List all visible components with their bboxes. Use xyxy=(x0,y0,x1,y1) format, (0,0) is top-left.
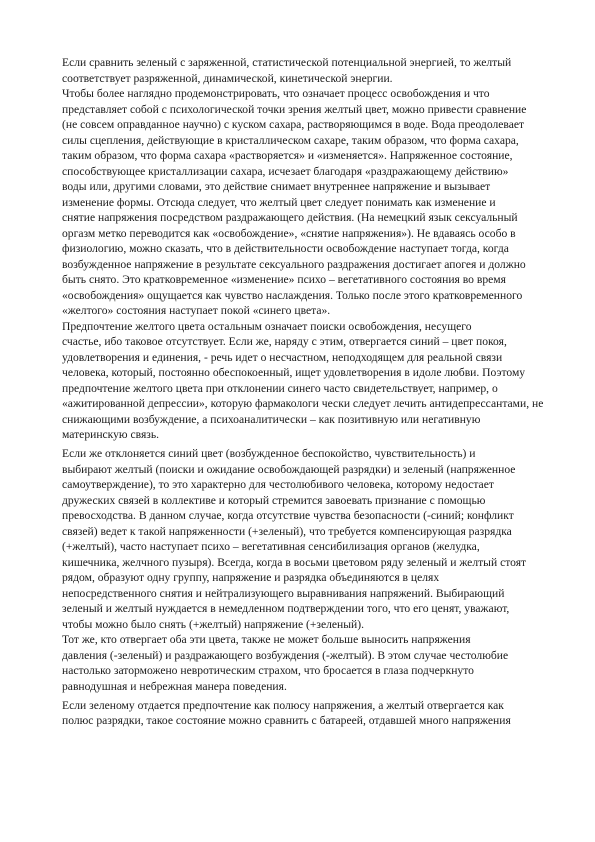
text-line: материнскую связь. xyxy=(62,428,160,441)
text-line: рядом, образуют одну группу, напряжение и разрядка объединяются в целях xyxy=(62,571,440,584)
text-line: физиологию, можно сказать, что в действительности освобождение наступает тогда, когда xyxy=(62,242,509,255)
text-line: чтобы можно было снять (+желтый) напряжение (+зеленый). xyxy=(62,617,364,631)
text-line: (+желтый), часто наступает психо – вегетативная сенсибилизация органов (желудка, xyxy=(62,540,480,553)
text-line: способствующее кристаллизации сахара, исчезает благодаря «раздражающему действию» xyxy=(62,164,509,178)
text-line: удовлетворения и единения, - речь идет о несчастном, неподходящем для реальной связи xyxy=(62,350,503,364)
text-line: счастье, ибо таковое отсутствует. Если же, наряду с этим, отвергается синий – цвет покоя, xyxy=(62,335,507,348)
text-line: снижающими возбуждение, а психоаналитически – как позитивную или негативную xyxy=(62,412,481,426)
text-line: Тот же, кто отвергает оба эти цвета, также не может больше выносить напряжения xyxy=(62,633,471,646)
text-line: превосходства. В данном случае, когда отсутствие чувства безопасности (-синий; конфликт xyxy=(62,509,514,522)
text-line: снятие напряжения посредством раздражающего действия. (На немецкий язык сексуальный xyxy=(62,211,518,224)
text-line: давления (-зеленый) и раздражающего возбуждения (-желтый). В этом случае честолюбие xyxy=(62,648,509,662)
text-line: соответствует разряженной, динамической, кинетической энергии. xyxy=(62,71,393,85)
text-line: связей) ведет к такой напряженности (+зеленый), что требуется компенсирующая разрядка xyxy=(62,524,512,538)
text-line: Предпочтение желтого цвета остальным означает поиски освобождения, несущего xyxy=(62,319,472,333)
text-line: зеленый и желтый нуждается в немедленном подтверждении того, что его ценят, уважают, xyxy=(62,602,510,615)
text-line: полюс разрядки, такое состояние можно сравнить с батареей, отдавшей много напряжения xyxy=(62,714,511,727)
text-line: быть снято. Это кратковременное «изменение» психо – вегетативного состояния во время xyxy=(62,273,506,286)
text-line: оргазм метко переводится как «освобождение», «снятие напряжения»). Не вдаваясь особо в xyxy=(62,226,516,240)
text-line: человека, который, постоянно обеспокоенный, ищет удовлетворения в идоле любви. Поэтому xyxy=(62,366,526,379)
text-line: предпочтение желтого цвета при отклонении синего часто свидетельствует, например, о xyxy=(62,381,498,395)
text-line: равнодушная и небрежная манера поведения. xyxy=(62,679,287,693)
text-line: Если же отклоняется синий цвет (возбужденное беспокойство, чувствительность) и xyxy=(62,447,476,460)
text-line: Если сравнить зеленый с заряженной, статистической потенциальной энергией, то желтый xyxy=(62,56,512,69)
text-line: «желтого» состояния наступает покой «синего цвета». xyxy=(62,304,331,317)
text-line: непосредственного снятия и нейтрализующего выравнивания напряжений. Выбирающий xyxy=(62,586,505,600)
text-line: выбирают желтый (поиски и ожидание освобождающей разрядки) и зеленый (напряженное xyxy=(62,462,516,476)
text-line: Если зеленому отдается предпочтение как полюсу напряжения, а желтый отвергается как xyxy=(62,698,504,712)
text-line: самоутверждение), то это характерно для честолюбивого человека, которому недостает xyxy=(62,478,494,491)
text-line: изменение формы. Отсюда следует, что желтый цвет следует понимать как изменение и xyxy=(62,195,496,209)
text-line: представляет собой с психологической точки зрения желтый цвет, можно привести сравнение xyxy=(62,102,527,116)
text-line: настолько заторможено невротическим страхом, что бросается в глаза подчеркнуто xyxy=(62,664,474,677)
text-line: воды или, другими словами, это действие снимает внутреннее напряжение и вызывает xyxy=(62,180,491,193)
text-line: «ажитированной депрессии», которую фармакологи чески следует лечить антидепрессантами, не xyxy=(62,397,544,410)
text-line: Чтобы более наглядно продемонстрировать, что означает процесс освобождения и что xyxy=(62,87,490,100)
text-line: «освобождения» ощущается как чувство наслаждения. Только после этого кратковременного xyxy=(62,288,523,302)
text-line: таким образом, что форма сахара «растворяется» и «изменяется». Напряженное состояние, xyxy=(62,149,513,162)
text-line: возбужденное напряжение в результате сексуального раздражения достигает апогея и должно xyxy=(62,257,526,271)
text-line: кишечника, желчного пузыря). Всегда, когда в восьми цветовом ряду зеленый и желтый стоят xyxy=(62,555,527,569)
document-body xyxy=(62,55,595,729)
text-line: дружеских связей в коллективе и который стремится завоевать признание с помощью xyxy=(62,493,486,507)
text-line: (не совсем оправданное научно) с куском сахара, растворяющимся в воде. Вода преодолевает xyxy=(62,118,525,131)
text-line: силы сцепления, действующие в кристаллическом сахаре, таким образом, что форма сахара, xyxy=(62,133,519,147)
